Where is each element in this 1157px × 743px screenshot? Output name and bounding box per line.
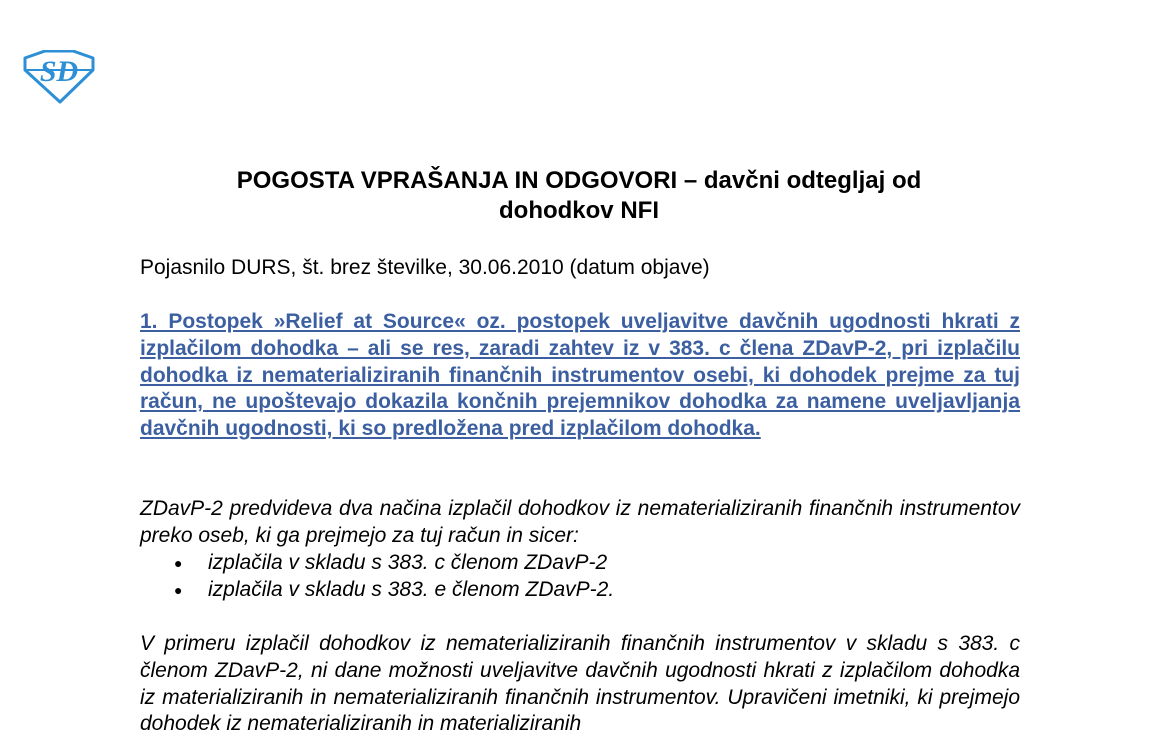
bullet-icon: ● <box>174 555 183 571</box>
bullet-list <box>140 550 1020 604</box>
document-title <box>140 166 1018 226</box>
bullet-icon: ● <box>174 581 183 598</box>
question-1-link[interactable]: 1. Postopek »Relief at Source« oz. postopek uveljavitve davčnih ugodnosti hkrati z izplačilom dohodka – ali se res, zaradi zahtev iz v 383. c člena ZDavP-2, pri izplačilu dohodka iz nematerializiranih finančnih instrumentov osebi, ki dohodek prejme za tuj račun, ne upoštevajo dokazila končnih prejemnikov dohodka za namene uveljavljanja davčnih ugodnosti, ki so predložena pred izplačilom dohodka. <box>140 310 1020 441</box>
paragraph-1: ZDavP-2 predvideva dva načina izplačil dohodkov iz nematerializiranih finančnih instrumentov preko oseb, ki ga prejmejo za tuj račun in sicer: <box>140 497 1020 547</box>
list-item-text: izplačila v skladu s 383. e členom ZDavP-2. <box>208 577 615 601</box>
document-subtitle: Pojasnilo DURS, št. brez številke, 30.06.2010 (datum objave) <box>140 256 710 279</box>
paragraph-2: V primeru izplačil dohodkov iz nematerializiranih finančnih instrumentov v skladu s 383. c členom ZDavP-2, ni dane možnosti uveljavitve davčnih ugodnosti hkrati z izplačilom dohodka iz materializiranih in nematerializiranih finančnih instrumentov. Upravičeni imetniki, ki prejmejo dohodek iz nematerializiranih in materializiranih <box>140 632 1020 736</box>
sd-logo-icon <box>22 50 96 104</box>
logo-text: SD <box>39 55 79 88</box>
list-item-text: izplačila v skladu s 383. c členom ZDavP-2 <box>208 551 608 574</box>
title-line-2: dohodkov NFI <box>499 197 659 224</box>
list-item <box>140 550 1020 577</box>
title-line-1: POGOSTA VPRAŠANJA IN ODGOVORI – davčni odtegljaj od <box>236 167 922 194</box>
list-item <box>140 577 1020 604</box>
